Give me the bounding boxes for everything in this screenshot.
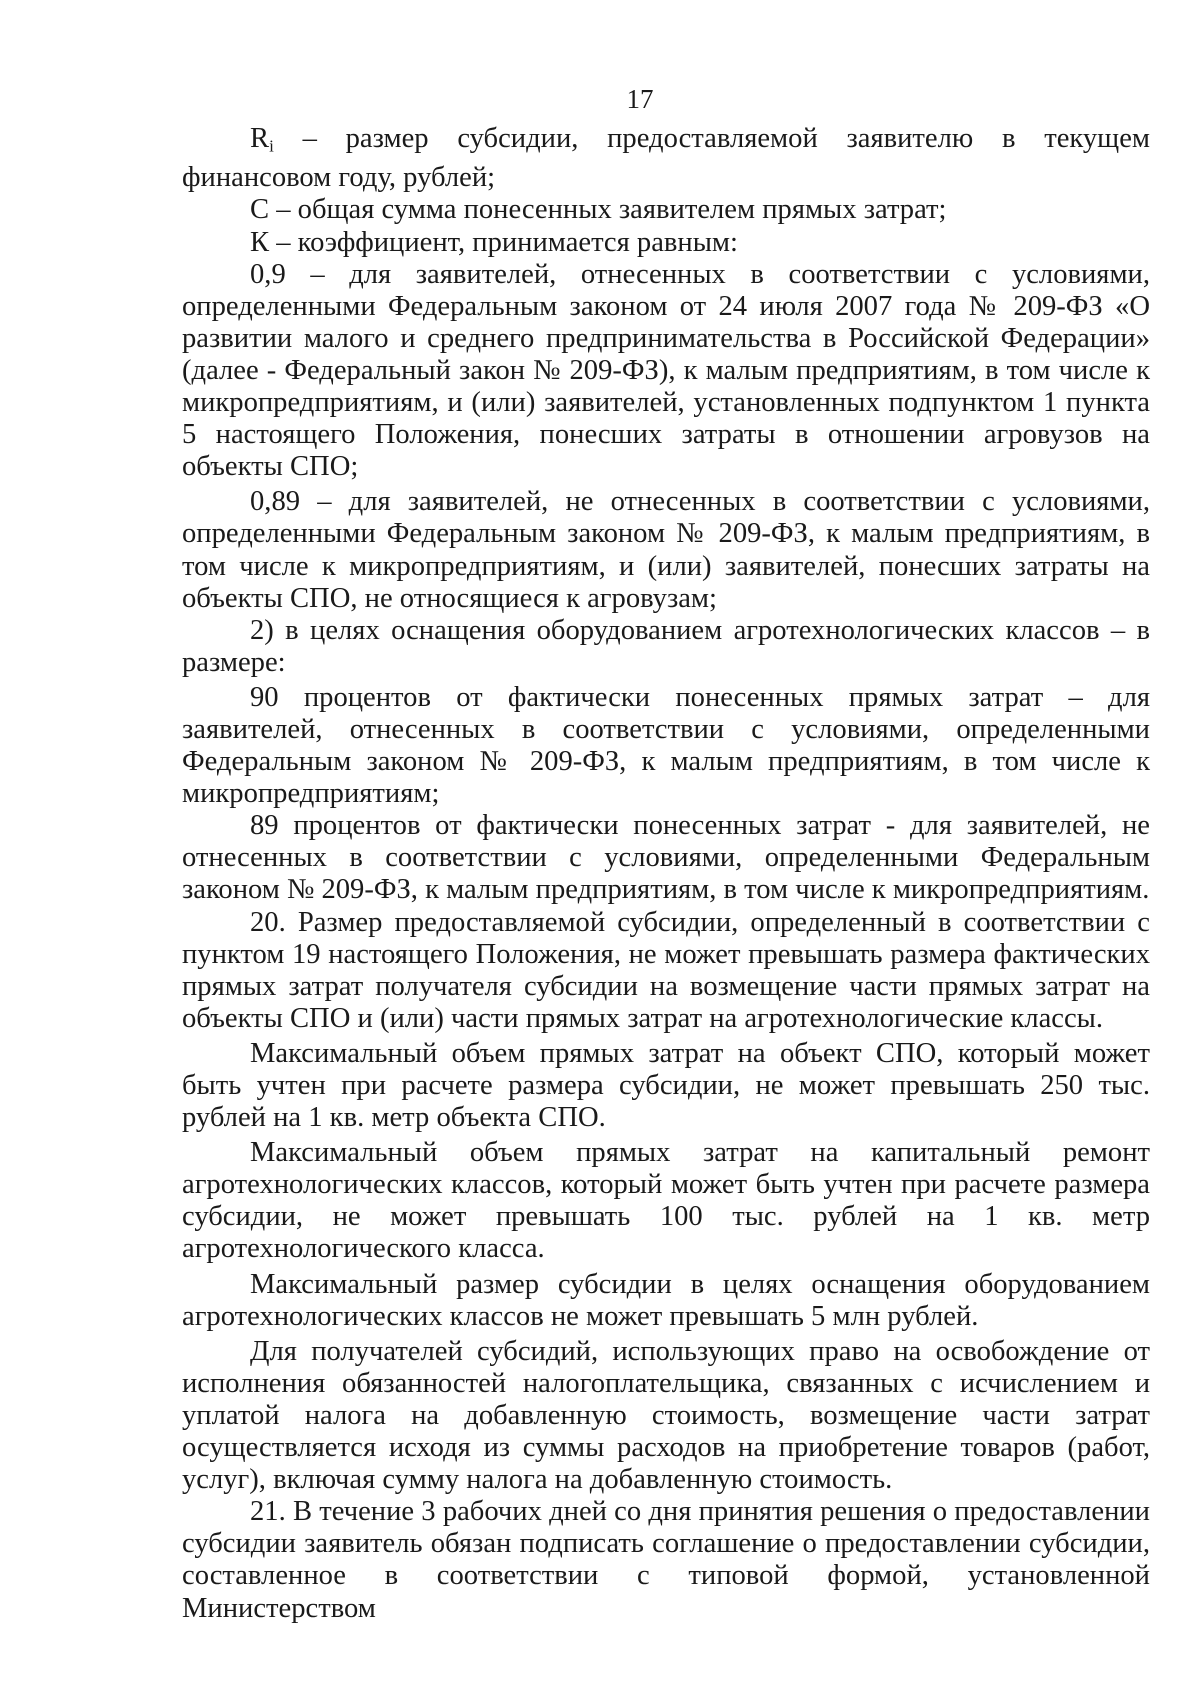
paragraph-max-equipment: Максимальный размер субсидии в целях оснащения оборудованием агротехнологических классов не может превышать 5 млн рублей.: [182, 1268, 1150, 1332]
paragraph-vat: Для получателей субсидий, использующих право на освобождение от исполнения обязанностей налогоплательщика, связанных с исчислением и уплатой налога на добавленную стоимость, возмещение части затрат осуществляется исходя из суммы расходов на приобретение товаров (работ, услуг), включая сумму налога на добавленную стоимость.: [182, 1335, 1150, 1496]
paragraph-c-definition: С – общая сумма понесенных заявителем прямых затрат;: [250, 194, 947, 226]
document-body: [182, 123, 1150, 1625]
paragraph-coef-09: 0,9 – для заявителей, отнесенных в соответствии с условиями, определенными Федеральным законом от 24 июля 2007 года № 209-ФЗ «О развитии малого и среднего предпринимательства в Российской Федерации» (далее - Федеральный закон № 209-ФЗ), к малым предприятиям, в том числе к микропредприятиям, и (или) заявителей, установленных подпунктом 1 пункта 5 настоящего Положения, понесших затраты в отношении агровузов на объекты СПО;: [182, 258, 1150, 483]
paragraph-ri-definition: [182, 123, 1150, 194]
paragraph-equipment: 2) в целях оснащения оборудованием агротехнологических классов – в размере:: [182, 614, 1150, 678]
page-number: 17: [626, 84, 654, 114]
paragraph-k-definition: К – коэффициент, принимается равным:: [250, 226, 738, 258]
paragraph-89-percent: 89 процентов от фактически понесенных затрат - для заявителей, не отнесенных в соответствии с условиями, определенными Федеральным законом № 209-ФЗ, к малым предприятиям, в том числе к микропредприятиям.: [182, 810, 1150, 906]
paragraph-90-percent: 90 процентов от фактически понесенных прямых затрат – для заявителей, отнесенных в соответствии с условиями, определенными Федеральным законом № 209-ФЗ, к малым предприятиям, в том числе к микропредприятиям;: [182, 681, 1150, 810]
paragraph-item-21: 21. В течение 3 рабочих дней со дня принятия решения о предоставлении субсидии заявитель обязан подписать соглашение о предоставлении субсидии, составленное в соответствии с типовой формой, установленной Министерством: [182, 1496, 1150, 1624]
variable-r-subscript: i: [269, 136, 274, 156]
paragraph-max-spo: Максимальный объем прямых затрат на объект СПО, который может быть учтен при расчете размера субсидии, не может превышать 250 тыс. рублей на 1 кв. метр объекта СПО.: [182, 1037, 1150, 1134]
paragraph-max-repair: Максимальный объем прямых затрат на капитальный ремонт агротехнологических классов, который может быть учтен при расчете размера субсидии, не может превышать 100 тыс. рублей на 1 кв. метр агротехнологического класса.: [182, 1137, 1150, 1265]
paragraph-text: – размер субсидии, предоставляемой заявителю в текущем финансовом году, рублей;: [182, 123, 1150, 194]
paragraph-coef-089: 0,89 – для заявителей, не отнесенных в соответствии с условиями, определенными Федеральным законом № 209-ФЗ, к малым предприятиям, в том числе к микропредприятиям, и (или) заявителей, понесших затраты на объекты СПО, не относящиеся к агровузам;: [182, 486, 1150, 614]
variable-r: R: [250, 123, 270, 154]
paragraph-item-20: 20. Размер предоставляемой субсидии, определенный в соответствии с пунктом 19 настоящего Положения, не может превышать размера фактических прямых затрат получателя субсидии на возмещение части прямых затрат на объекты СПО и (или) части прямых затрат на агротехнологические классы.: [182, 906, 1150, 1034]
